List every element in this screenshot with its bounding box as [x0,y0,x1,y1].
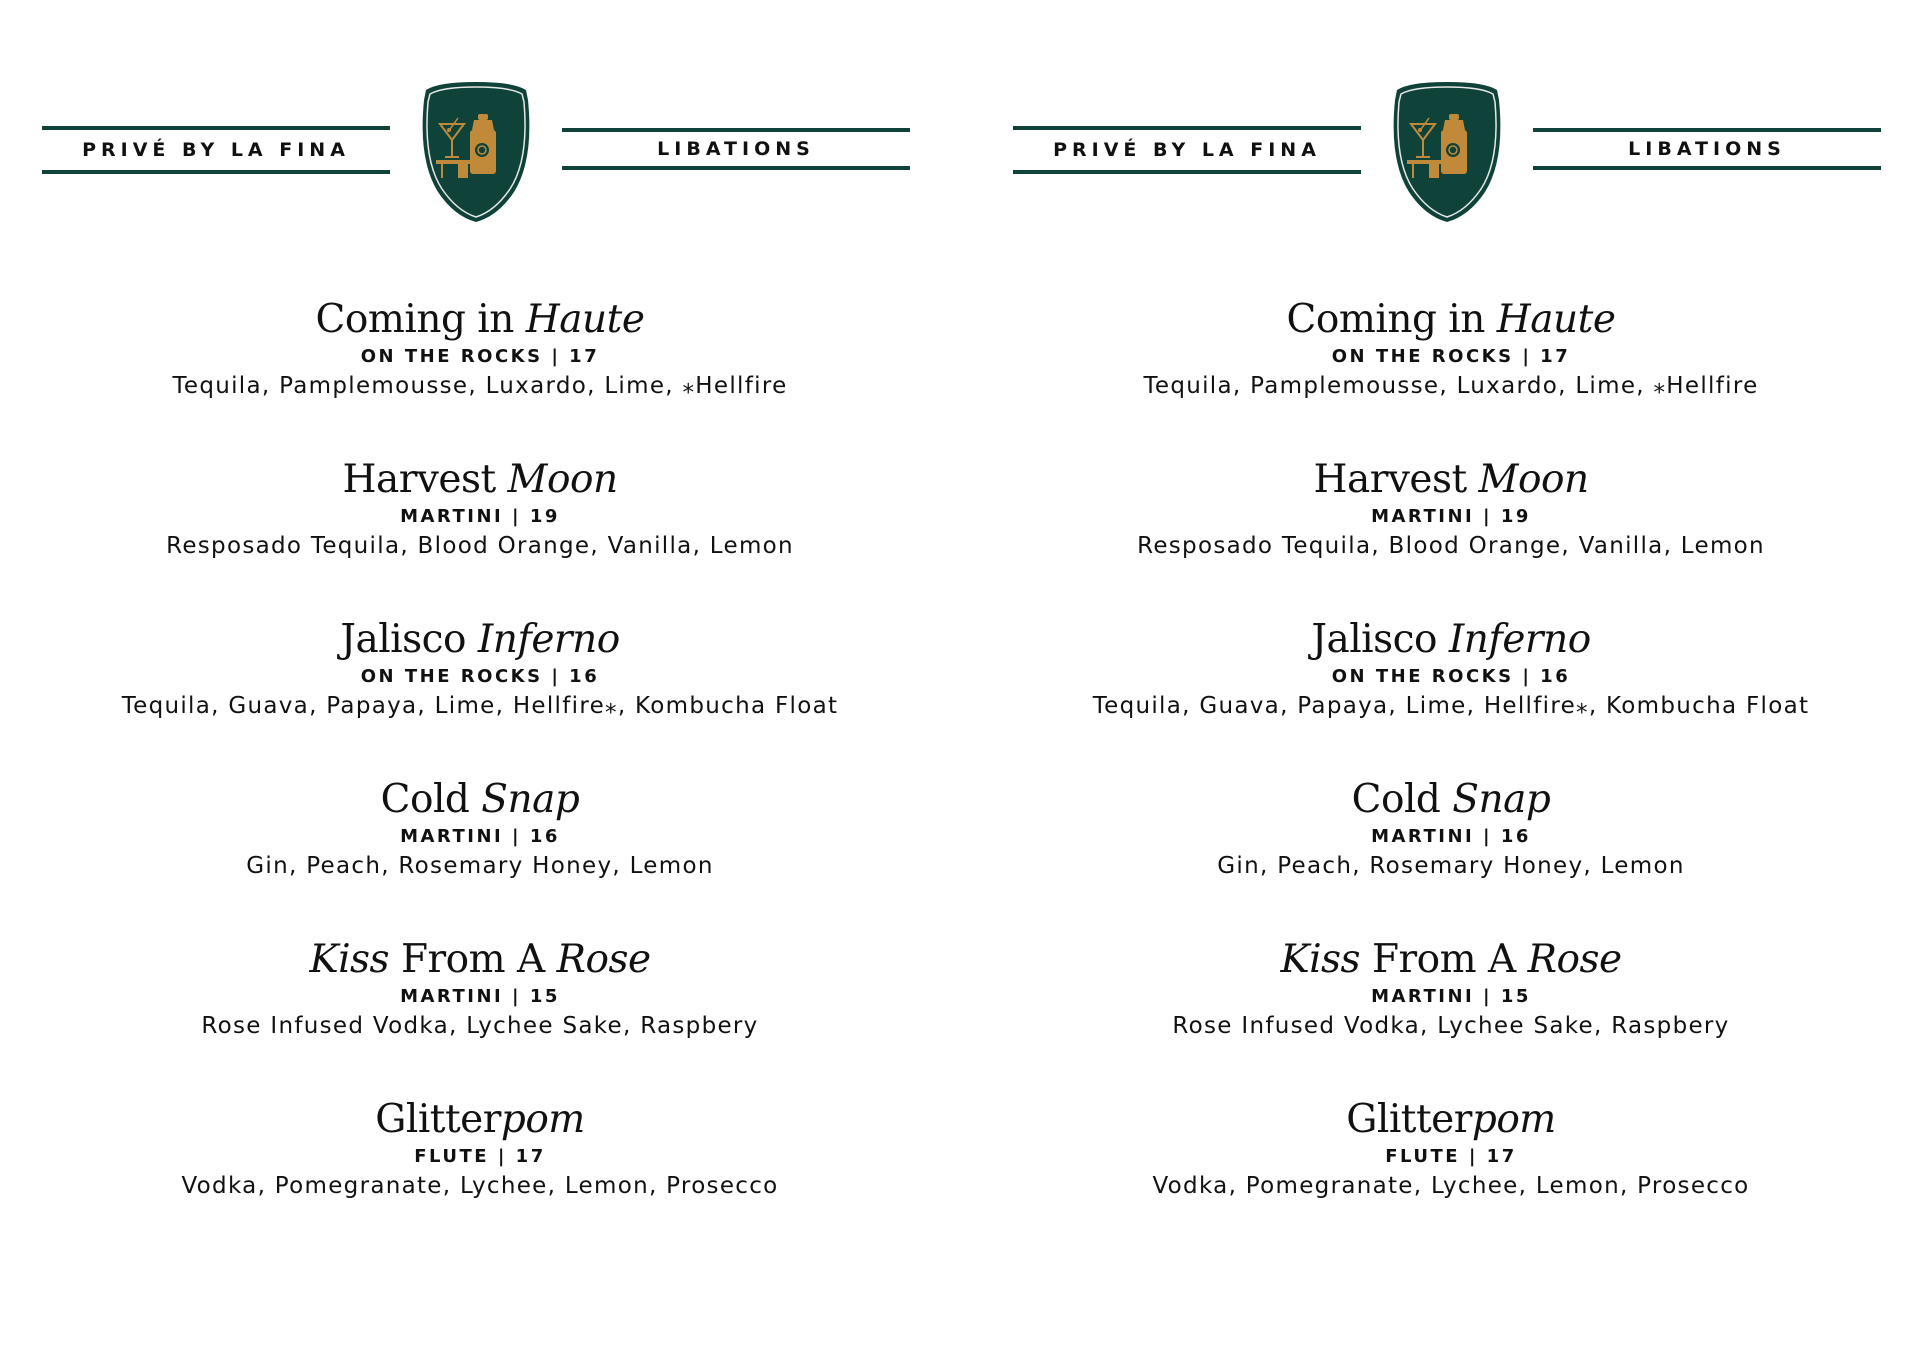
drink-name-plain: Glitter [375,1097,501,1142]
section-banner: LIBATIONS [562,128,910,170]
drink-ingredients: Tequila, Pamplemousse, Luxardo, Lime, ⁎Hellfire [1143,373,1759,399]
drink-style-price: MARTINI | 16 [400,826,560,847]
drink-style-price: ON THE ROCKS | 17 [1331,346,1571,367]
drink-name [971,456,1921,504]
crest-logo-icon [1389,80,1505,224]
drink-name-plain: Coming in [1286,297,1497,342]
drink-name [0,1096,960,1144]
drink-name-italic: Haute [525,297,645,342]
drink-name-plain: Harvest [1313,457,1479,502]
drink-name-italic: Inferno [1448,617,1591,662]
brand-banner: PRIVÉ BY LA FINA [42,126,390,174]
drink-item [971,936,1921,1096]
drink-name-italic: Rose [1527,937,1622,982]
drink-item [0,616,960,776]
drink-name-italic: pom [1471,1097,1556,1142]
drink-style-price: MARTINI | 16 [1371,826,1531,847]
drink-list [0,296,960,1256]
drink-item [0,776,960,936]
drink-style-price: FLUTE | 17 [414,1146,546,1167]
drink-name-plain: Coming in [315,297,526,342]
drink-style-price: MARTINI | 15 [400,986,560,1007]
crest-logo-icon [418,80,534,224]
drink-style-price: ON THE ROCKS | 17 [360,346,600,367]
drink-name-italic: Moon [507,457,618,502]
drink-name [971,616,1921,664]
menu-card-right [971,0,1921,1359]
drink-name-plain: From A [389,937,557,982]
drink-item [971,1096,1921,1256]
drink-name-italic: Haute [1496,297,1616,342]
drink-name [971,776,1921,824]
drink-name [0,936,960,984]
drink-name-plain: Cold [380,777,482,822]
drink-style-price: MARTINI | 15 [1371,986,1531,1007]
drink-ingredients: Rose Infused Vodka, Lychee Sake, Raspbery [201,1013,759,1039]
drink-name-italic: Inferno [477,617,620,662]
drink-style-price: MARTINI | 19 [1371,506,1531,527]
drink-ingredients: Gin, Peach, Rosemary Honey, Lemon [1217,853,1685,879]
drink-style-price: ON THE ROCKS | 16 [360,666,600,687]
drink-style-price: MARTINI | 19 [400,506,560,527]
drink-name [0,776,960,824]
drink-name-plain: Jalisco [340,617,478,662]
drink-ingredients: Vodka, Pomegranate, Lychee, Lemon, Prosecco [1152,1173,1750,1199]
section-banner: LIBATIONS [1533,128,1881,170]
drink-list [971,296,1921,1256]
drink-name-plain: Harvest [342,457,508,502]
drink-name-plain: Cold [1351,777,1453,822]
drink-ingredients: Rose Infused Vodka, Lychee Sake, Raspbery [1172,1013,1730,1039]
drink-ingredients: Tequila, Pamplemousse, Luxardo, Lime, ⁎Hellfire [172,373,788,399]
drink-name-italic: pom [500,1097,585,1142]
drink-name [971,1096,1921,1144]
drink-ingredients: Resposado Tequila, Blood Orange, Vanilla, Lemon [166,533,794,559]
drink-name-italic: Kiss [309,937,390,982]
drink-name-italic: Snap [481,777,580,822]
drink-item [0,296,960,456]
drink-name-italic: Kiss [1280,937,1361,982]
drink-name-italic: Moon [1478,457,1589,502]
brand-banner: PRIVÉ BY LA FINA [1013,126,1361,174]
drink-name [0,296,960,344]
drink-name-plain: Jalisco [1311,617,1449,662]
drink-ingredients: Resposado Tequila, Blood Orange, Vanilla, Lemon [1137,533,1765,559]
drink-style-price: FLUTE | 17 [1385,1146,1517,1167]
drink-item [971,776,1921,936]
drink-item [0,936,960,1096]
drink-item [971,456,1921,616]
drink-name [0,616,960,664]
menu-card-left [0,0,960,1359]
drink-name-italic: Rose [556,937,651,982]
drink-ingredients: Vodka, Pomegranate, Lychee, Lemon, Prosecco [181,1173,779,1199]
drink-item [0,1096,960,1256]
drink-name-plain: From A [1360,937,1528,982]
drink-name-plain: Glitter [1346,1097,1472,1142]
drink-ingredients: Tequila, Guava, Papaya, Lime, Hellfire⁎, Kombucha Float [121,693,839,719]
drink-style-price: ON THE ROCKS | 16 [1331,666,1571,687]
drink-name [971,936,1921,984]
drink-name [0,456,960,504]
drink-item [0,456,960,616]
drink-ingredients: Gin, Peach, Rosemary Honey, Lemon [246,853,714,879]
drink-name-italic: Snap [1452,777,1551,822]
drink-name [971,296,1921,344]
drink-item [971,616,1921,776]
drink-item [971,296,1921,456]
drink-ingredients: Tequila, Guava, Papaya, Lime, Hellfire⁎, Kombucha Float [1092,693,1810,719]
